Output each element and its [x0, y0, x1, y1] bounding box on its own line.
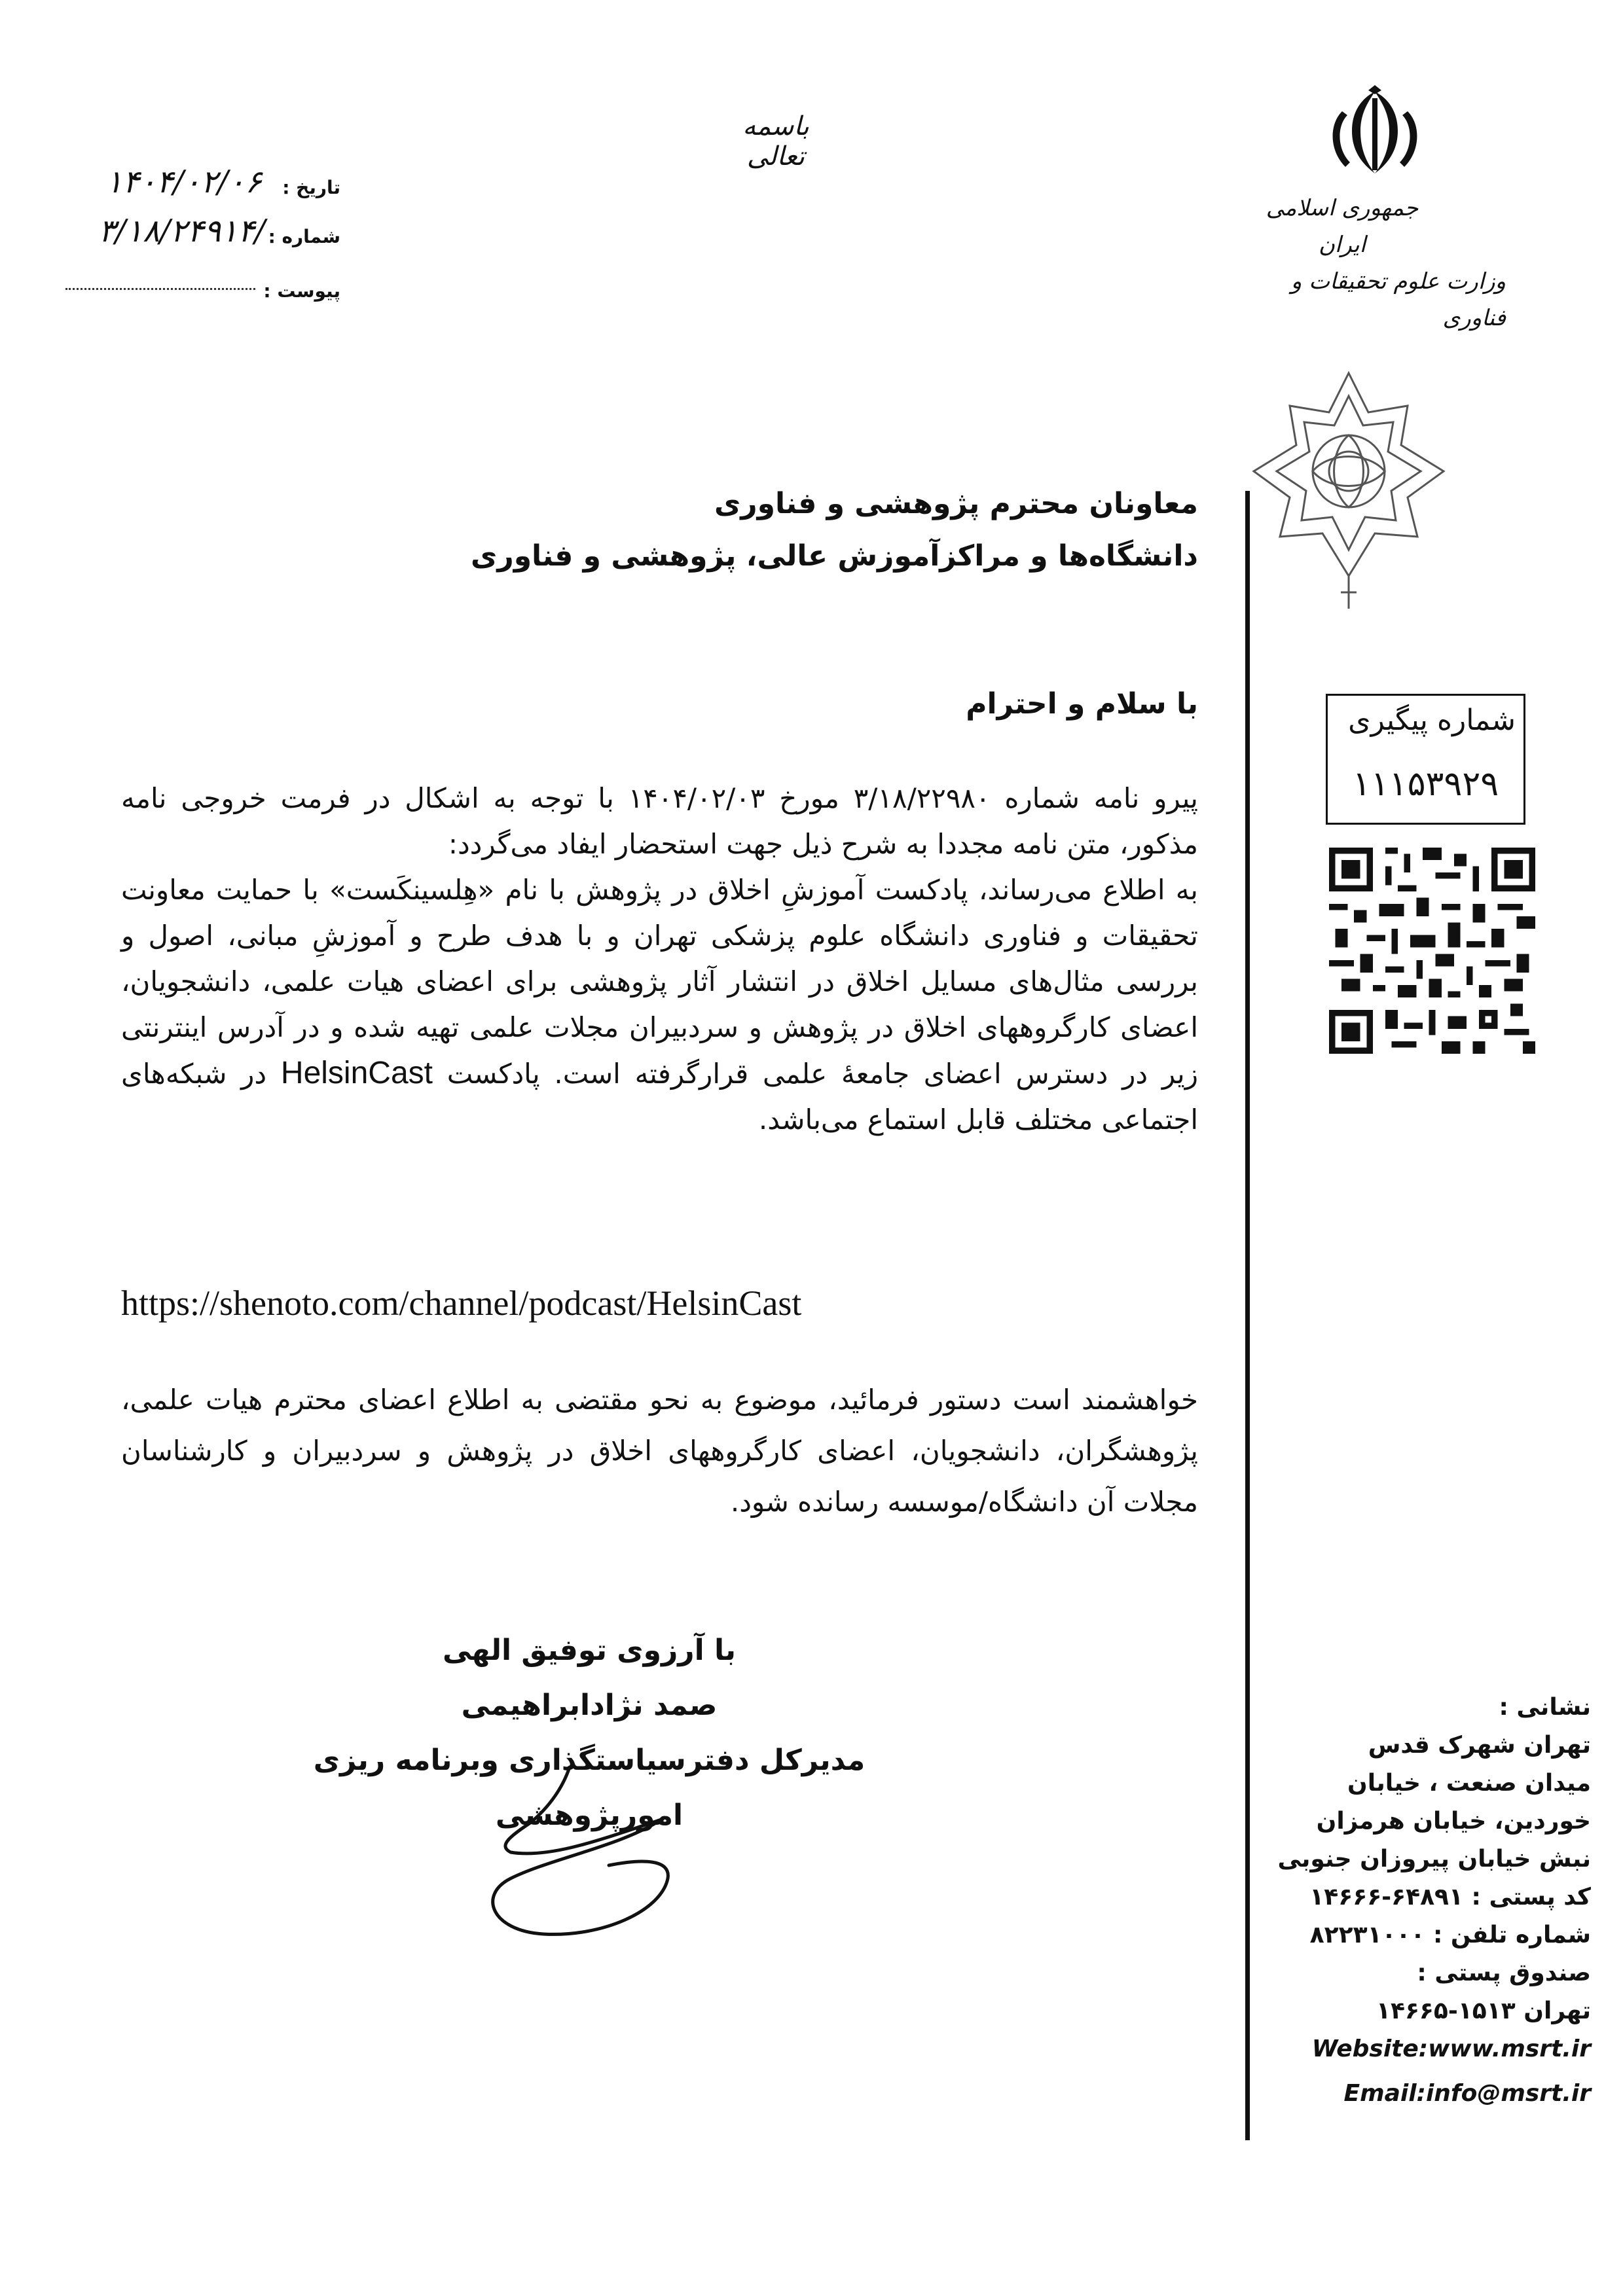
body-paragraph-3: خواهشمند است دستور فرمائید، موضوع به نحو مقتضی به اطلاع اعضای محترم هیات علمی، پژوهشگران، دانشجویان، اعضای کارگروههای اخلاق در پژوهش و سردبیران و کارشناسان مجلات آن دانشگاه/موسسه رسانده شود. — [121, 1384, 1198, 1518]
address-line: تهران شهرک قدس — [1368, 1732, 1591, 1759]
tracking-box — [1326, 694, 1525, 825]
date-value: ۱۴۰۴/۰۲/۰۶ — [105, 164, 262, 200]
greeting: با سلام و احترام — [966, 687, 1198, 721]
attachment-label: پیوست : — [263, 280, 340, 302]
address-line: شماره تلفن : ۸۲۲۳۱۰۰۰ — [1309, 1922, 1591, 1948]
recipient-line-2: دانشگاه‌ها و مراکزآموزش عالی، پژوهشی و فناوری — [471, 539, 1198, 573]
qr-code-icon — [1329, 848, 1535, 1054]
ministry-address — [1277, 1689, 1591, 2030]
ornament-icon — [1244, 367, 1453, 615]
attachment-row — [39, 268, 340, 314]
date-label: تاریخ : — [282, 177, 340, 198]
number-label: شماره : — [268, 226, 340, 247]
email-link[interactable]: Email:info@msrt.ir — [1343, 2080, 1591, 2107]
address-line: خوردین، خیابان هرمزان — [1316, 1808, 1591, 1835]
number-row — [39, 213, 340, 259]
basmala-heading: باسمه تعالی — [742, 111, 809, 171]
vertical-divider — [1245, 491, 1250, 2140]
podcast-brand-name: HelsinCast — [280, 1056, 433, 1090]
podcast-link[interactable]: https://shenoto.com/channel/podcast/HelsinCast — [121, 1283, 802, 1323]
address-line: تهران ۱۵۱۳-۱۴۶۶۵ — [1376, 1998, 1591, 2024]
closing-wish: با آرزوی توفیق الهی — [442, 1634, 737, 1667]
body-paragraph-1: پیرو نامه شماره ۳/۱۸/۲۲۹۸۰ مورخ ۱۴۰۴/۰۲/۰۳ با توجه به اشکال در فرمت خروجی نامه مذکور، متن نامه مجددا به شرح ذیل جهت استحضار ایفاد می‌گردد: — [121, 782, 1198, 860]
recipient-line-1: معاونان محترم پژوهشی و فناوری — [714, 487, 1198, 520]
body-paragraph-2-end: در شبکه‌های اجتماعی مختلف قابل استماع می‌باشد. — [121, 1058, 1198, 1136]
iran-emblem-icon — [1316, 85, 1434, 183]
address-line: نبش خیابان پیروزان جنوبی — [1277, 1846, 1591, 1873]
tracking-label: شماره پیگیری — [1348, 704, 1516, 737]
address-line: نشانی : — [1499, 1694, 1591, 1721]
number-value: ۳/۱۸/۲۴۹۱۴/ — [98, 213, 265, 249]
recipient-block — [393, 478, 1198, 583]
website-link[interactable]: Website:www.msrt.ir — [1311, 2036, 1591, 2062]
tracking-number: ۱۱۱۵۳۹۲۹ — [1352, 764, 1499, 804]
ministry-line-2: وزارت علوم تحقیقات و فناوری — [1290, 268, 1506, 331]
address-line: کد پستی : ۶۴۸۹۱-۱۴۶۶۶ — [1309, 1884, 1591, 1910]
address-line: صندوق پستی : — [1417, 1960, 1591, 1986]
letter-body — [121, 776, 1198, 1143]
attachment-blank-line — [65, 288, 255, 290]
body-paragraph-2 — [121, 867, 1198, 1143]
ministry-name — [1244, 190, 1506, 336]
address-line: میدان صنعت ، خیابان — [1347, 1770, 1591, 1797]
ministry-line-1: جمهوری اسلامی ایران — [1266, 195, 1419, 258]
signatory-name: صمد نژادابراهیمی — [461, 1689, 718, 1722]
date-row — [39, 164, 340, 209]
body-paragraph-2-start: به اطلاع می‌رساند، پادکست آموزشِ اخلاق در پژوهش با نام «هِلسینکَست» با حمایت معاونت تحقیقات و فناوری دانشگاه علوم پزشکی تهران و با هدف طرح و آموزشِ مبانی، اصول و بررسی مثال‌های مسایل اخلاق در انتشار آثار پژوهشی برای اعضای هیات علمی، دانشجویان، اعضای کارگروههای اخلاق در پژوهش و سردبیران مجلات علمی تهیه شده و در آدرس اینترنتی زیر در دسترس اعضای جامعهٔ علمی قرارگرفته است. پادکست — [121, 874, 1199, 1090]
handwritten-signature-icon — [471, 1761, 694, 1944]
signatory-title: مدیرکل دفترسیاستگذاری وبرنامه ریزی امورپژوهشی — [313, 1744, 866, 1832]
